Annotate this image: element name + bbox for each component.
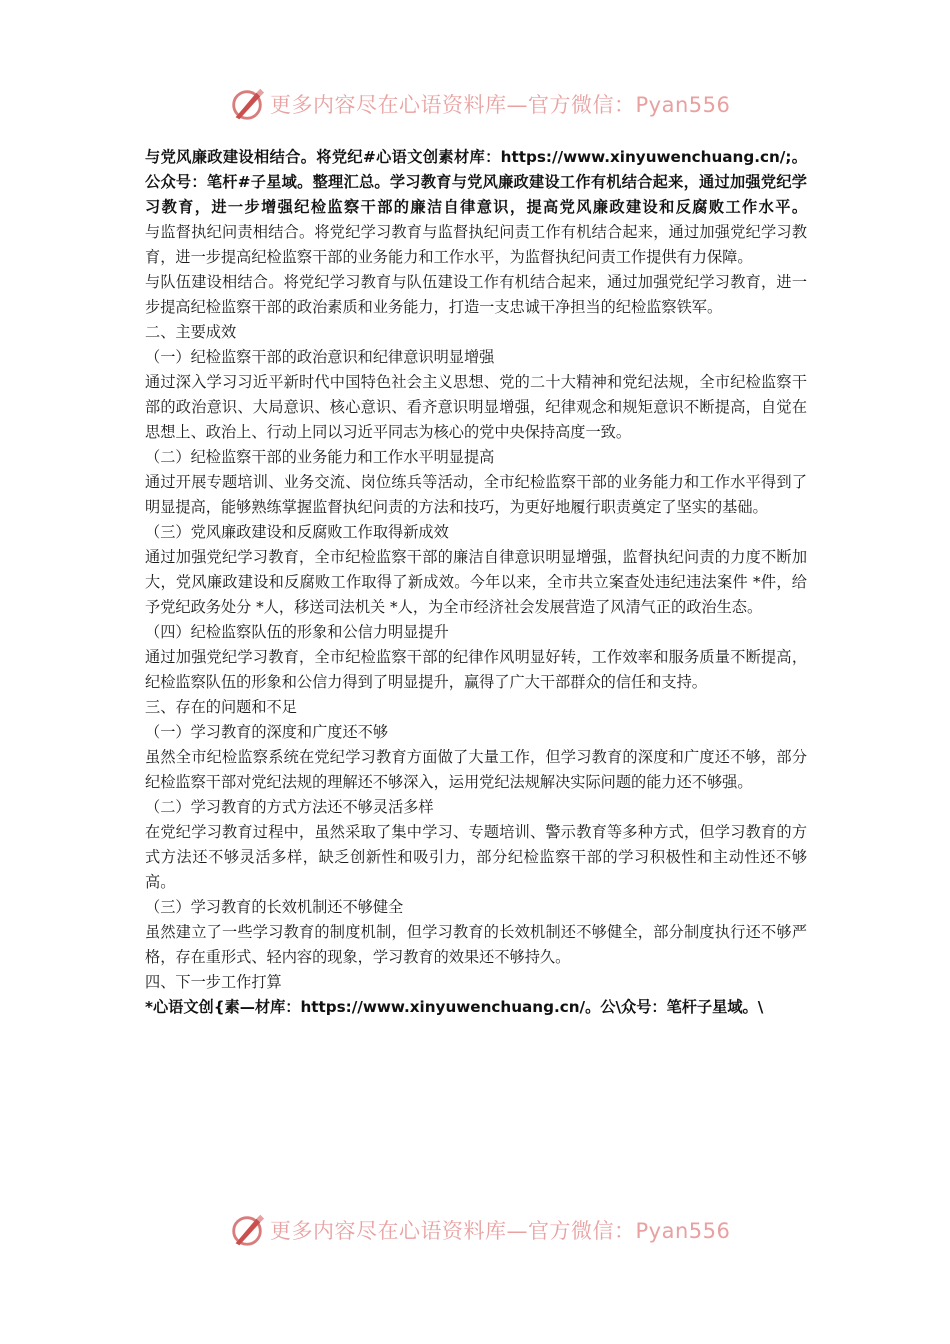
paragraph: 通过加强党纪学习教育，全市纪检监察干部的廉洁自律意识明显增强，监督执纪问责的力度不断加大，党风廉政建设和反腐败工作取得了新成效。今年以来，全市共立案查处违纪违法案件 *件，给予党纪政务处分 *人，移送司法机关 *人，为全市经济社会发展营造了风清气正的政治生态。 xyxy=(145,548,807,616)
paragraph: 与党风廉政建设相结合。将党纪#心语文创素材库：https://www.xinyuwenchuang.cn/;。公众号：笔杆#子星域。整理汇总。学习教育与党风廉政建设工作有机结合起来，通过加强党纪学习教育，进一步增强纪检监察干部的廉洁自律意识，提高党风廉政建设和反腐败工作水平。 xyxy=(145,148,807,216)
subsection-heading: （二）纪检监察干部的业务能力和工作水平明显提高 xyxy=(145,448,495,466)
subsection-heading: （一）纪检监察干部的政治意识和纪律意识明显增强 xyxy=(145,348,495,366)
brush-pen-logo-icon xyxy=(228,1211,266,1249)
section-heading: 二、主要成效 xyxy=(145,323,237,341)
paragraph: 虽然全市纪检监察系统在党纪学习教育方面做了大量工作，但学习教育的深度和广度还不够，部分纪检监察干部对党纪法规的理解还不够深入，运用党纪法规解决实际问题的能力还不够强。 xyxy=(145,748,807,791)
paragraph: 与监督执纪问责相结合。将党纪学习教育与监督执纪问责工作有机结合起来，通过加强党纪学习教育，进一步提高纪检监察干部的业务能力和工作水平，为监督执纪问责工作提供有力保障。 xyxy=(145,223,807,266)
subsection-heading: （三）学习教育的长效机制还不够健全 xyxy=(145,898,404,916)
paragraph: 通过深入学习习近平新时代中国特色社会主义思想、党的二十大精神和党纪法规，全市纪检监察干部的政治意识、大局意识、核心意识、看齐意识明显增强，纪律观念和规矩意识不断提高，自觉在思想上、政治上、行动上同以习近平同志为核心的党中央保持高度一致。 xyxy=(145,373,807,441)
subsection-heading: （二）学习教育的方式方法还不够灵活多样 xyxy=(145,798,434,816)
paragraph: 在党纪学习教育过程中，虽然采取了集中学习、专题培训、警示教育等多种方式，但学习教育的方式方法还不够灵活多样，缺乏创新性和吸引力，部分纪检监察干部的学习积极性和主动性还不够高。 xyxy=(145,823,807,891)
subsection-heading: （四）纪检监察队伍的形象和公信力明显提升 xyxy=(145,623,449,641)
document-body xyxy=(145,145,807,1020)
paragraph: 通过加强党纪学习教育，全市纪检监察干部的纪律作风明显好转，工作效率和服务质量不断提高，纪检监察队伍的形象和公信力得到了明显提升，赢得了广大干部群众的信任和支持。 xyxy=(145,648,807,691)
watermark-paragraph: *心语文创{素—材库：https://www.xinyuwenchuang.cn/。公\众号：笔杆子星域。\ xyxy=(145,998,764,1016)
subsection-heading: （一）学习教育的深度和广度还不够 xyxy=(145,723,388,741)
watermark-text: 更多内容尽在心语资料库—官方微信：Pyan556 xyxy=(270,1219,731,1243)
brush-pen-logo-icon xyxy=(228,85,266,123)
header-watermark-banner xyxy=(228,84,748,124)
footer-watermark-banner xyxy=(228,1210,748,1250)
paragraph: 与队伍建设相结合。将党纪学习教育与队伍建设工作有机结合起来，通过加强党纪学习教育，进一步提高纪检监察干部的政治素质和业务能力，打造一支忠诚干净担当的纪检监察铁军。 xyxy=(145,273,807,316)
paragraph: 虽然建立了一些学习教育的制度机制，但学习教育的长效机制还不够健全，部分制度执行还不够严格，存在重形式、轻内容的现象，学习教育的效果还不够持久。 xyxy=(145,923,807,966)
paragraph: 通过开展专题培训、业务交流、岗位练兵等活动，全市纪检监察干部的业务能力和工作水平得到了明显提高，能够熟练掌握监督执纪问责的方法和技巧，为更好地履行职责奠定了坚实的基础。 xyxy=(145,473,807,516)
watermark-text: 更多内容尽在心语资料库—官方微信：Pyan556 xyxy=(270,93,731,117)
subsection-heading: （三）党风廉政建设和反腐败工作取得新成效 xyxy=(145,523,449,541)
section-heading: 三、存在的问题和不足 xyxy=(145,698,297,716)
section-heading: 四、下一步工作打算 xyxy=(145,973,282,991)
